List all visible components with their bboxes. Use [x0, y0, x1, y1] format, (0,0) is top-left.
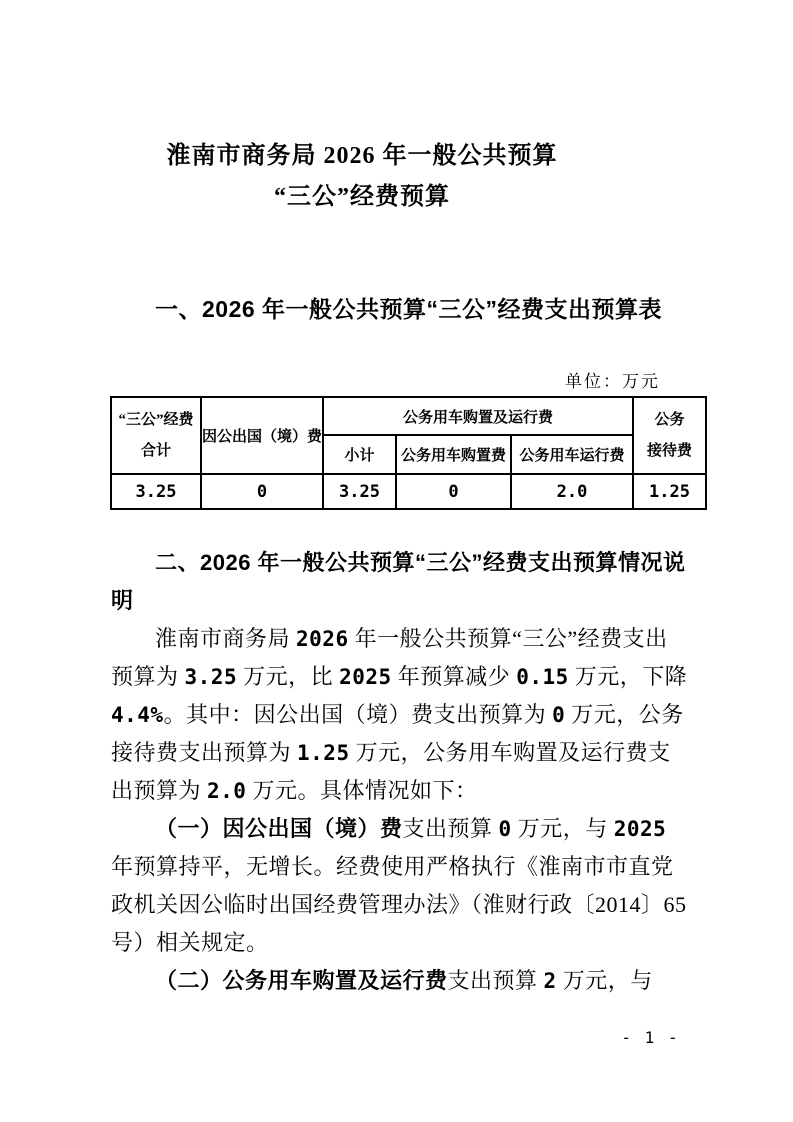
header-reception-line1: 公务 — [654, 411, 685, 428]
text-segment: 。其中：因公出国（境）费支出预算为 — [163, 702, 553, 727]
unit-label: 单位：万元 — [565, 372, 660, 391]
body-line — [111, 772, 674, 810]
header-cell-total — [111, 397, 201, 474]
text-segment: 万元，与 — [511, 816, 614, 841]
body-line — [111, 924, 674, 962]
header-total-line1: “三公”经费 — [118, 411, 194, 428]
numeric-text: 2.0 — [207, 779, 247, 803]
document-title-line2: “三公”经费预算 — [274, 184, 450, 210]
header-cell-vehicle-group: 公务用车购置及运行费 — [323, 397, 633, 435]
table-data-row — [111, 474, 706, 509]
text-segment: 二、2026 年一般公共预算“三公”经费支出预算情况说 — [155, 550, 686, 575]
text-segment: 支出预算 — [447, 968, 544, 993]
text-segment: 万元，公务 — [565, 702, 684, 727]
document-title-line1: 淮南市商务局 2026 年一般公共预算 — [166, 143, 558, 169]
text-segment: 出预算为 — [111, 778, 208, 803]
text-segment: 年预算持平，无增长。经费使用严格执行《淮南市市直党 — [111, 854, 674, 879]
body-line — [111, 886, 687, 924]
numeric-text: 2025 — [613, 817, 667, 841]
text-segment: 接待费支出预算为 — [111, 740, 298, 765]
body-line — [111, 734, 674, 772]
header-cell-operation: 公务用车运行费 — [511, 435, 633, 474]
text-segment: 号）相关规定。 — [111, 930, 269, 955]
budget-table — [110, 396, 707, 510]
header-cell-reception — [633, 397, 706, 474]
body-line — [111, 848, 674, 886]
body-line — [111, 962, 674, 1000]
value-vehicle-subtotal: 3.25 — [323, 474, 396, 509]
text-segment: 万元，下降 — [568, 664, 688, 689]
body-text — [111, 544, 688, 1000]
table-header-row-1 — [111, 397, 706, 435]
numeric-text: 4.4% — [111, 703, 164, 727]
text-segment: （一）因公出国（境）费 — [155, 816, 403, 841]
value-reception: 1.25 — [633, 474, 706, 509]
numeric-text: 0 — [552, 703, 566, 727]
text-segment: 年预算减少 — [391, 664, 517, 689]
header-cell-purchase: 公务用车购置费 — [396, 435, 511, 474]
body-line — [111, 658, 688, 696]
numeric-text: 3.25 — [184, 665, 238, 689]
value-vehicle-operation: 2.0 — [511, 474, 633, 509]
text-segment: 明 — [111, 588, 134, 613]
text-segment: （二）公务用车购置及运行费 — [155, 968, 448, 993]
header-reception-line2: 接待费 — [646, 442, 692, 459]
header-cell-abroad: 因公出国（境）费 — [201, 397, 323, 474]
numeric-text: 0.15 — [516, 665, 569, 689]
numeric-text: 0 — [498, 817, 512, 841]
numeric-text: 1.25 — [297, 741, 350, 765]
text-segment: 万元，与 — [556, 968, 653, 993]
page-number: - 1 - — [621, 1028, 680, 1047]
numeric-text: 2 — [543, 969, 557, 993]
text-segment: 政机关因公临时出国经费管理办法》（淮财行政〔2014〕65 — [111, 892, 687, 917]
header-total-line2: 合计 — [140, 442, 171, 459]
text-segment: 万元，公务用车购置及运行费支 — [349, 740, 671, 765]
document-title — [0, 136, 724, 218]
body-line — [111, 810, 674, 848]
body-line — [111, 620, 674, 658]
text-segment: 预算为 — [111, 664, 185, 689]
body-line — [111, 696, 684, 734]
value-vehicle-purchase: 0 — [396, 474, 511, 509]
section2-heading-line — [111, 544, 686, 582]
section2-heading-line — [111, 582, 674, 620]
text-segment: 淮南市商务局 — [155, 626, 297, 651]
value-total: 3.25 — [111, 474, 201, 509]
numeric-text: 2026 — [296, 627, 349, 651]
text-segment: 万元。具体情况如下： — [246, 778, 478, 803]
text-segment: 万元，比 — [237, 664, 340, 689]
text-segment: 支出预算 — [402, 816, 499, 841]
section1-heading: 一、2026 年一般公共预算“三公”经费支出预算表 — [155, 296, 663, 322]
value-abroad: 0 — [201, 474, 323, 509]
text-segment: 年一般公共预算“三公”经费支出 — [348, 626, 668, 651]
header-cell-subtotal: 小计 — [323, 435, 396, 474]
numeric-text: 2025 — [339, 665, 392, 689]
